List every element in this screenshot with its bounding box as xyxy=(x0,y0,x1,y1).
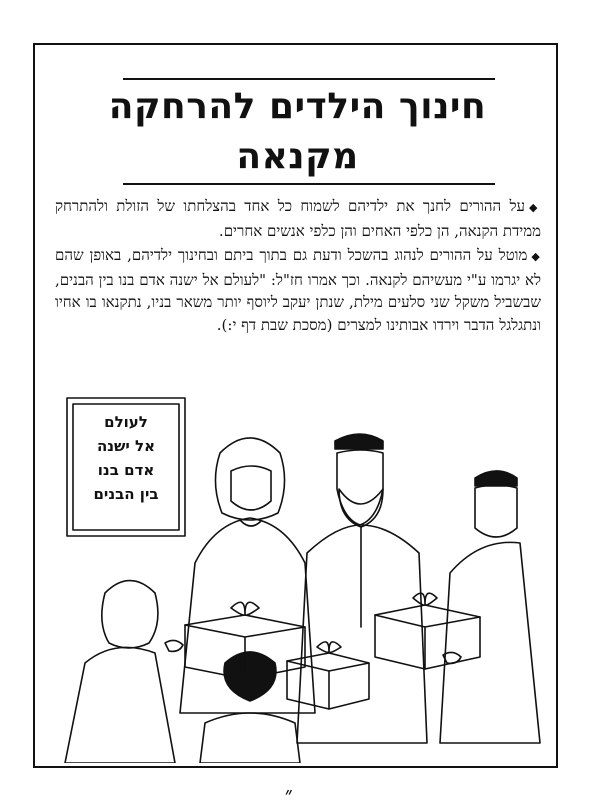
mother-face xyxy=(231,466,271,510)
page-title-line-2: מקנאה xyxy=(236,136,359,177)
body-text xyxy=(55,195,541,338)
sign-line: אל ישנה xyxy=(96,437,156,455)
father-jacket xyxy=(297,525,427,743)
paragraph-2 xyxy=(55,244,541,336)
boy-kippah xyxy=(475,471,517,486)
title-rule-top xyxy=(123,78,495,80)
title-rule-bottom xyxy=(123,183,495,185)
sign-line: לעולם xyxy=(104,413,148,431)
father-kippah xyxy=(335,434,383,449)
boy-face xyxy=(475,485,517,537)
paragraph-1-text: על ההורים לחנך את ילדיהם לשמוח כל אחד בהצלחתו של הזולת ולהתרחק ממידת הקנאה, הן כלפי האחים והן כלפי אנשים אחרים. xyxy=(55,197,541,240)
mother-collar xyxy=(241,521,261,526)
girl-hand xyxy=(165,640,183,651)
paragraph-1 xyxy=(55,195,541,242)
girl-head xyxy=(102,581,158,649)
page-frame xyxy=(33,43,558,768)
gift-box-right xyxy=(375,593,480,669)
sign-line: אדם בנו xyxy=(97,461,155,479)
wall-sign xyxy=(75,410,177,506)
family-illustration xyxy=(45,393,548,763)
boy-shirt xyxy=(440,542,540,743)
paragraph-2-text: מוטל על ההורים לנהוג בהשכל ודעת גם בתוך ביתם ובחינוך ילדיהם, באופן שהם לא יגרמו ע"י מעשיהם לקנאה. וכך אמרו חז"ל: "לעולם אל ישנה אדם בנו בין הבנים, שבשביל משקל שני סלעים מילת, שנתן יעקב ליוסף יותר משאר בניו, נתקנאו בו אחיו ונתגלגל הדבר וירדו אבותינו למצרים (מסכת שבת דף י:). xyxy=(55,246,541,334)
sign-line: בין הבנים xyxy=(93,485,159,503)
page-number-mark: ״ xyxy=(285,782,293,806)
diamond-bullet-icon: ◆ xyxy=(531,250,541,263)
girl-dress xyxy=(65,647,175,763)
child-shirt xyxy=(200,713,300,763)
page-title-line-1: חינוך הילדים להרחקה xyxy=(108,86,487,127)
mother-hair xyxy=(215,438,284,520)
diamond-bullet-icon: ◆ xyxy=(528,201,541,214)
